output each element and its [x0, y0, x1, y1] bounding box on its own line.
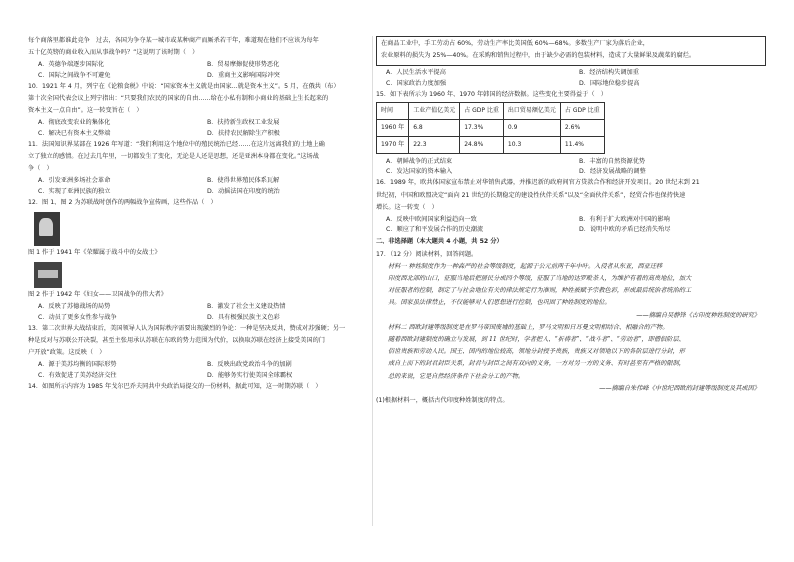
option[interactable]: A．引发亚洲多场社会革命 [38, 177, 111, 185]
material-box [376, 36, 766, 66]
material-2-line: 成自上而下的封君封臣关系，封君与封臣之间有双向的义务，一方对另一方的义务、有时甚至有严格的限制， [388, 360, 685, 368]
question-10: 10．1921 年 4 月，列宁在《论粮食税》中说：“国家资本主义就是由国家...就是资本主义”。5 月，在俄共（布） [28, 82, 340, 90]
option[interactable]: C．国家政治力度加强 [386, 79, 447, 87]
poster-figure-2-image [34, 262, 62, 288]
option[interactable]: A．人民生活水平提高 [386, 69, 446, 77]
material-1-line: 具。国家虽法律禁止，不仅能够对人们思想进行控制，也巩固了种姓制度的地位。 [388, 299, 611, 307]
question-16: 16．1989 年，欧共体国家宣布禁止对华销售武器，并推迟新的政府间官方贷款合作和经济开发项目。20 世纪末到 21 [376, 179, 700, 187]
question-16-cont: 增长。这一转变（ ） [376, 203, 438, 211]
column-divider [372, 36, 373, 526]
table-cell: 1960 年 [377, 120, 409, 137]
option[interactable]: C．国际之间战争不可避免 [38, 71, 111, 79]
question-10-cont: 第十次全国代表会议上列宁指出：“只要我们农民的国家的自由……给在小私有制和小商业的基础上生长起来的 [28, 95, 329, 103]
question-13: 13．第二次世界大战结束后，美国领导人认为国际秩序需要出现激烈的争论：一种是坚决反共，赞成对苏强硬；另一 [28, 324, 346, 332]
option[interactable]: D．扶持农民解除生产积极 [207, 129, 280, 137]
intro-line: 五十亿英镑的商业收入而从事战争吗？”这说明了该时期（ ） [28, 49, 199, 57]
q13-options [38, 360, 370, 380]
question-11: 11．法国知识界某部在 1926 年写道：“我们利用这个地位中的殖民统治已经……在这片远离我们的土地上确 [28, 140, 325, 148]
option[interactable]: C．实现了亚洲民族的独立 [38, 187, 111, 195]
material-1-source: ——摘编自吴静锋《古印度种姓制度的研究》 [636, 311, 760, 319]
option[interactable]: C．解决已有资本主义弊端 [38, 129, 111, 137]
option[interactable]: D．说明中欧的矛盾已经消失殆尽 [579, 226, 671, 234]
option[interactable]: B．激发了社会主义建设热情 [207, 303, 286, 311]
option[interactable]: D．国际地位稳步提高 [579, 79, 640, 87]
table-header: 出口贸易额亿美元 [503, 103, 560, 120]
material-2-line: 随着西欧封建制度的确立与发展，到 11 世纪时，学者把人、“祈祷者”、“战斗者”、“劳动者”，即僧侣阶层、 [388, 336, 685, 344]
figure-1-caption: 图 1 作于 1941 年《荣耀属于战斗中的女战士》 [28, 249, 161, 257]
material-box-line: 在商品工业中，手工劳动占 60%，劳动生产率比美国低 60%—68%。多数生产厂家为落后企业， [381, 40, 649, 47]
q9-options [38, 60, 370, 80]
option[interactable]: A．英德争端逐步国际化 [38, 61, 105, 69]
option[interactable]: C．动员了更多女性参与战争 [38, 313, 117, 321]
question-15: 15．如下表所示为 1960 年、1970 年韩国的经济数据。这些变化主要得益于（ ） [376, 90, 607, 98]
q10-options [38, 118, 370, 138]
material-2-source: ——摘编自朱伟峰《中世纪西欧的封建等级制度及其成因》 [599, 384, 760, 392]
option[interactable]: B．反映出政党政治斗争的加剧 [207, 361, 292, 369]
question-17-sub-1: (1)根据材料一，概括古代印度种姓制度的特点。 [376, 397, 509, 405]
table-cell: 24.8% [460, 137, 504, 154]
q14-options [386, 68, 766, 88]
table-cell: 0.9 [503, 120, 560, 137]
option[interactable]: D．能够务实行使美国全球霸权 [207, 371, 293, 379]
right-column [376, 36, 766, 408]
material-1-line: 材料一 种姓制度作为一种森严的社会等级制度，起源于公元前两千年中叶。入侵者从东亚，西亚迁移 [388, 262, 663, 270]
question-14: 14．如图所示内容为 1985 年戈尔巴乔夫同共中央政治局提交的一份材料，据此可知，这一时期苏联（ ） [28, 382, 322, 390]
question-11-cont: 立了独立的感情。在过去几年里，一切都发生了变化，无论是人还是思想，还是亚洲本身都在变化。”这场战 [28, 153, 319, 161]
option[interactable]: C．发达国家的资本输入 [386, 168, 453, 176]
table-header: 占 GDP 比重 [560, 103, 604, 120]
poster-figure-1-image [34, 212, 60, 246]
table-cell: 22.3 [409, 137, 460, 154]
option[interactable]: B．扶持新生政权工业发展 [207, 119, 280, 127]
material-2-line: 材料二 西欧封建等级制度是在罗马帝国废墟的基础上，罗马文明和日耳曼文明相结合、相融合的产物。 [388, 323, 669, 331]
table-row [377, 137, 605, 154]
option[interactable]: A．朝鲜战争的正式结束 [386, 158, 453, 166]
option[interactable]: C．有效促进了美苏经济交往 [38, 371, 117, 379]
material-box-line: 农业原料的损失为 25%—40%。在采购和销售过程中，由于缺少必需的包装材料，造成了大量鲜果及蔬菜的腐烂。 [381, 52, 696, 60]
question-13-cont: 种是反对与苏联公开决裂，甚至主张用承认苏联在东欧的势力范围为代价，以换取苏联在经济上接受美国的门 [28, 337, 325, 345]
table-cell: 1970 年 [377, 137, 409, 154]
option[interactable]: B．贸易摩擦促使形势恶化 [207, 61, 280, 69]
intro-line: 每个商落里都谁此竞争 过去，各国为争夺某一城市或某种商产而厮杀若干年，难道现在他们不应该为每年 [28, 37, 319, 44]
left-column [28, 36, 370, 394]
question-12: 12．图 1、图 2 为苏联战时创作的两幅战争宣传画，这些作品（ ） [28, 198, 217, 206]
question-11-cont: 争（ ） [28, 165, 53, 173]
option[interactable]: B．有利于扩大欧洲对中国的影响 [579, 216, 670, 224]
table-header: 工业产值亿美元 [409, 103, 460, 120]
question-17: 17．（12 分）阅读材料，回答问题。 [376, 250, 478, 258]
table-cell: 10.3 [503, 137, 560, 154]
q12-options [38, 302, 370, 322]
option[interactable]: A．彻底改变农业的集体化 [38, 119, 111, 127]
question-16-cont: 世纪初，中国和欧盟决定“面向 21 世纪的长期稳定的建设性伙伴关系”以及“全面伙伴关系”，经贸合作也保持快速 [376, 191, 686, 199]
question-10-cont: 资本主义一点自由”。这一转变旨在（ ） [28, 107, 143, 115]
option[interactable]: B．使得世界殖民体系瓦解 [207, 177, 280, 185]
table-cell: 6.8 [409, 120, 460, 137]
q16-options [386, 215, 766, 235]
korea-economy-table [376, 102, 605, 154]
option[interactable]: A．反映中欧间国家利益趋向一致 [386, 216, 477, 224]
option[interactable]: D．重商主义影响国际冲突 [207, 71, 280, 79]
table-row [377, 120, 605, 137]
table-header: 时间 [377, 103, 409, 120]
option[interactable]: A．源于美苏均衡的国际形势 [38, 361, 117, 369]
table-cell: 17.3% [460, 120, 504, 137]
option[interactable]: D．经济发展战略的调整 [579, 168, 646, 176]
figure-2-caption: 图 2 作于 1942 年《妇女——卫国战争的伟大者》 [28, 291, 167, 299]
material-2-line: 俗世贵族和劳动人民。国王、国内的地位较高，领地分封授予贵族，贵族又对领地以下的各阶层进行分封，形 [388, 348, 685, 356]
option[interactable]: D．动摇法国在印度的统治 [207, 187, 280, 195]
material-2-line: 总的来说，它是自然经济条件下社会分工的产物。 [388, 372, 525, 380]
q11-options [38, 176, 370, 196]
table-cell: 2.6% [560, 120, 604, 137]
q15-options [386, 157, 766, 177]
table-cell: 11.4% [560, 137, 604, 154]
question-13-cont: 户开放”政策。这反映（ ） [28, 349, 106, 357]
option[interactable]: B．丰富的自然资源优势 [579, 158, 646, 166]
table-header: 占 GDP 比重 [460, 103, 504, 120]
material-1-line: 对征服者的控制，制定了与社会地位有关的律法规定行为准则，种姓被赋予宗教色彩，形成最后统治者统治的工 [388, 287, 692, 295]
option[interactable]: B．经济结构失调加重 [579, 69, 639, 77]
option[interactable]: C．顺应了和平发展合作的历史潮流 [386, 226, 484, 234]
material-1-line: 印度西北部的山口，征服当地后把居民分成四个等级，征服了当地的达罗毗荼人，为维护有着的高贵地位，加大 [388, 275, 692, 283]
option[interactable]: D．具有极强民族主义色彩 [207, 313, 280, 321]
section-heading: 二、非选择题（本大题共 4 小题，共 52 分） [376, 238, 503, 246]
table-header-row [377, 103, 605, 120]
option[interactable]: A．反映了苏德战场的局势 [38, 303, 111, 311]
